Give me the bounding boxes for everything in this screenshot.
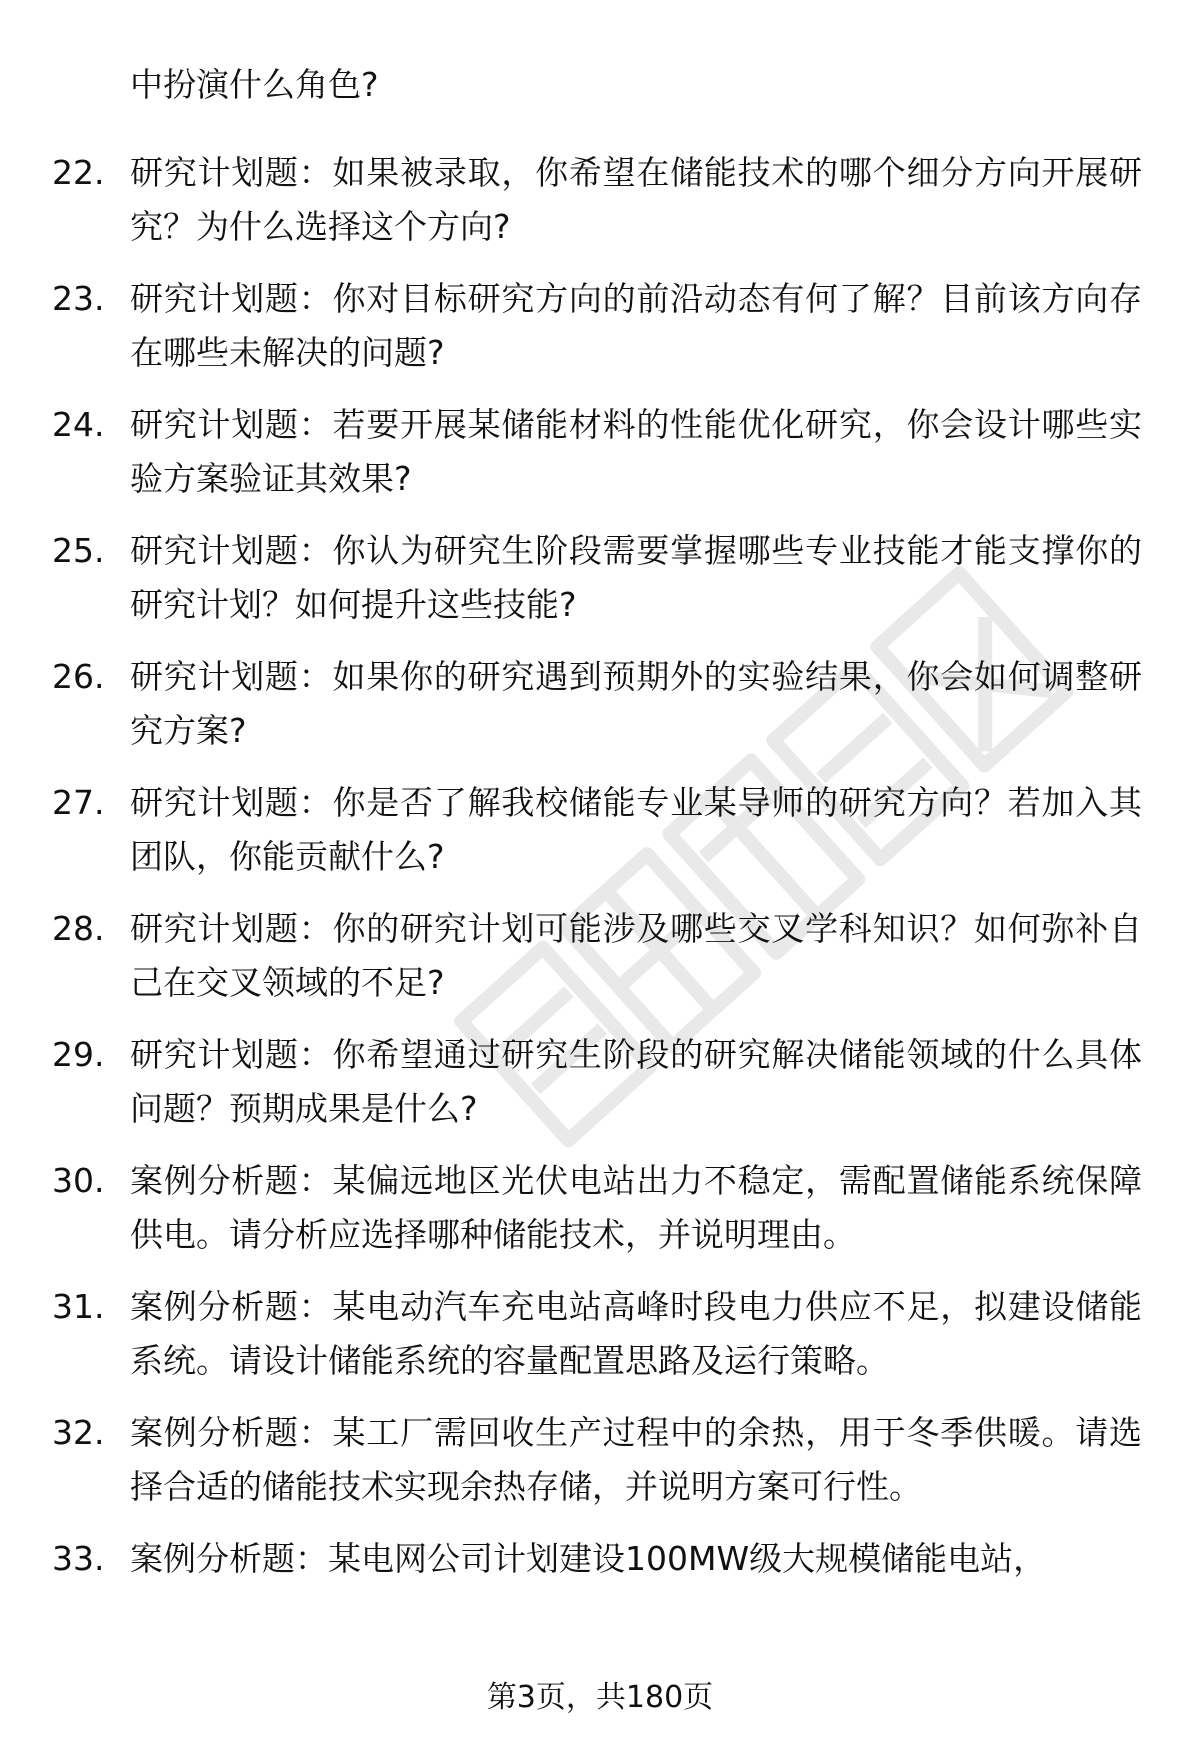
question-text: 研究计划题：你认为研究生阶段需要掌握哪些专业技能才能支撑你的研究计划？如何提升这些技能? [130, 531, 1142, 624]
question-text: 案例分析题：某电网公司计划建设100MW级大规模储能电站， [130, 1539, 1047, 1578]
question-text: 案例分析题：某电动汽车充电站高峰时段电力供应不足，拟建设储能系统。请设计储能系统的容量配置思路及运行策略。 [130, 1287, 1142, 1380]
list-item [0, 272, 1200, 398]
list-item [0, 524, 1200, 650]
question-text: 研究计划题：如果你的研究遇到预期外的实验结果，你会如何调整研究方案? [130, 657, 1142, 750]
question-number: 31. [52, 1287, 105, 1326]
question-text: 研究计划题：若要开展某储能材料的性能优化研究，你会设计哪些实验方案验证其效果? [130, 405, 1142, 498]
question-number: 25. [52, 531, 105, 570]
question-text: 案例分析题：某工厂需回收生产过程中的余热，用于冬季供暖。请选择合适的储能技术实现余热存储，并说明方案可行性。 [130, 1413, 1142, 1506]
question-list [0, 146, 1200, 1658]
list-item [0, 1532, 1200, 1658]
page-number-label: 第3页，共180页 [486, 1680, 714, 1715]
question-number: 33. [52, 1539, 105, 1578]
list-item [0, 1028, 1200, 1154]
question-number: 22. [52, 153, 105, 192]
list-item [0, 398, 1200, 524]
continued-question-text: 中扮演什么角色? [130, 65, 379, 104]
question-number: 27. [52, 783, 105, 822]
question-text: 研究计划题：你对目标研究方向的前沿动态有何了解？目前该方向存在哪些未解决的问题? [130, 279, 1142, 372]
page-footer [0, 1678, 1200, 1718]
question-text: 研究计划题：你是否了解我校储能专业某导师的研究方向？若加入其团队，你能贡献什么? [130, 783, 1142, 876]
list-item [0, 1154, 1200, 1280]
question-number: 30. [52, 1161, 105, 1200]
list-item [0, 650, 1200, 776]
question-number: 26. [52, 657, 105, 696]
question-text: 研究计划题：你的研究计划可能涉及哪些交叉学科知识？如何弥补自己在交叉领域的不足? [130, 909, 1142, 1002]
question-text: 研究计划题：你希望通过研究生阶段的研究解决储能领域的什么具体问题？预期成果是什么? [130, 1035, 1142, 1128]
list-item [0, 1280, 1200, 1406]
list-item [0, 902, 1200, 1028]
list-item [0, 776, 1200, 902]
question-number: 23. [52, 279, 105, 318]
question-number: 24. [52, 405, 105, 444]
question-text: 研究计划题：如果被录取，你希望在储能技术的哪个细分方向开展研究？为什么选择这个方向? [130, 153, 1142, 246]
question-text: 案例分析题：某偏远地区光伏电站出力不稳定，需配置储能系统保障供电。请分析应选择哪种储能技术，并说明理由。 [130, 1161, 1142, 1254]
list-item [0, 1406, 1200, 1532]
question-number: 29. [52, 1035, 105, 1074]
question-number: 32. [52, 1413, 105, 1452]
question-number: 28. [52, 909, 105, 948]
list-item [0, 146, 1200, 272]
